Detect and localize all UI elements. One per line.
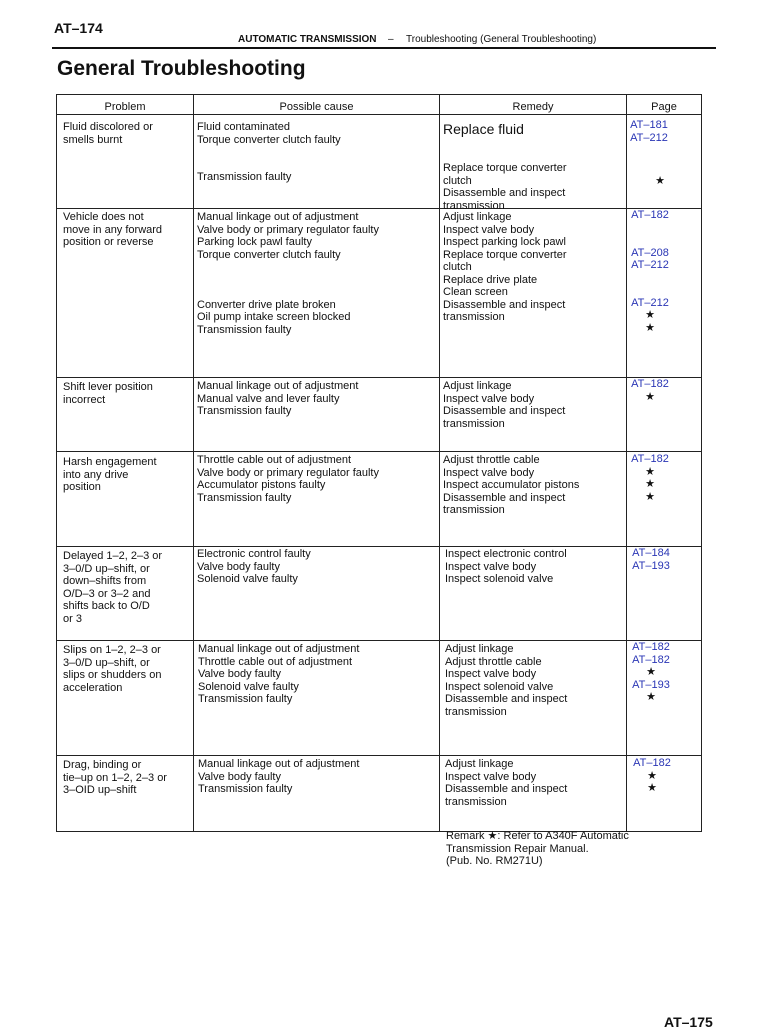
problem-cell: Vehicle does not move in any forward position or reverse <box>63 211 163 248</box>
problem-cell: Delayed 1–2, 2–3 or 3–0/D up–shift, or down–shifts from O/D–3 or 3–2 and shifts back to O/D or 3 <box>63 550 163 625</box>
page-cell <box>624 757 680 795</box>
cause-cell: Manual linkage out of adjustment Valve body faulty Transmission faulty <box>198 758 360 795</box>
page-link[interactable]: AT–193 <box>632 559 670 572</box>
remark-note: Remark ★: Refer to A340F Automatic Transmission Repair Manual. (Pub. No. RM271U) <box>446 830 629 867</box>
star-icon: ★ <box>645 490 655 503</box>
star-icon: ★ <box>655 175 665 187</box>
page-link[interactable]: AT–182 <box>631 378 669 390</box>
page-cell <box>622 378 678 403</box>
troubleshooting-table <box>56 94 702 832</box>
remedy-cell: Adjust linkage Adjust throttle cable Inspect valve body Inspect solenoid valve Disassemble and inspect transmission <box>445 643 568 718</box>
cause-cell: Fluid contaminated Torque converter clutch faulty Transmission faulty <box>197 121 341 183</box>
star-icon: ★ <box>647 769 657 782</box>
page-link[interactable]: AT–208 <box>631 246 669 259</box>
row-divider <box>57 451 701 452</box>
page-title: General Troubleshooting <box>57 57 306 80</box>
remedy-cell: Inspect electronic control Inspect valve body Inspect solenoid valve <box>445 548 567 585</box>
column-divider <box>193 95 194 831</box>
row-divider <box>57 546 701 547</box>
row-divider <box>57 755 701 756</box>
page-link[interactable]: AT–193 <box>632 678 670 691</box>
page-link[interactable]: AT–212 <box>631 259 669 271</box>
problem-cell: Harsh engagement into any drive position <box>63 456 157 493</box>
remedy-cell: Adjust linkage Inspect valve body Disassemble and inspect transmission <box>443 380 566 430</box>
star-icon: ★ <box>647 782 657 794</box>
cause-cell: Electronic control faulty Valve body faulty Solenoid valve faulty <box>197 548 311 585</box>
cause-cell: Manual linkage out of adjustment Valve body or primary regulator faulty Parking lock pawl faulty Torque converter clutch faulty Converter drive plate broken Oil pump intake screen blocked Transmission faulty <box>197 211 379 336</box>
remedy-cell: Replace fluid Replace torque converter clutch Disassemble and inspect transmission <box>443 121 567 212</box>
cause-cell: Manual linkage out of adjustment Throttle cable out of adjustment Valve body faulty Solenoid valve faulty Transmission faulty <box>198 643 360 705</box>
star-icon: ★ <box>646 691 656 703</box>
page-cell <box>621 119 677 188</box>
page-link[interactable]: AT–181 <box>630 119 668 131</box>
page-link[interactable]: AT–182 <box>631 453 669 465</box>
page-cell <box>622 453 678 503</box>
problem-cell: Drag, binding or tie–up on 1–2, 2–3 or 3–OID up–shift <box>63 759 167 796</box>
star-icon: ★ <box>645 478 655 490</box>
row-divider <box>57 208 701 209</box>
problem-cell: Slips on 1–2, 2–3 or 3–0/D up–shift, or slips or shudders on acceleration <box>63 644 162 694</box>
page-number-bottom: AT–175 <box>664 1014 713 1030</box>
header-rule <box>52 47 716 49</box>
page-link[interactable]: AT–212 <box>630 131 668 144</box>
cause-cell: Manual linkage out of adjustment Manual valve and lever faulty Transmission faulty <box>197 380 359 417</box>
col-header-remedy: Remedy <box>512 101 554 113</box>
header-subsection: Troubleshooting (General Troubleshooting) <box>406 34 597 45</box>
remedy-cell: Adjust linkage Inspect valve body Inspect parking lock pawl Replace torque converter clutch Replace drive plate Clean screen Disassemble and inspect transmission <box>443 211 567 323</box>
col-header-page: Page <box>651 101 677 113</box>
star-icon: ★ <box>645 321 655 334</box>
row-divider <box>57 377 701 378</box>
col-header-problem: Problem <box>104 101 146 113</box>
page-cell <box>623 547 679 572</box>
star-icon: ★ <box>646 666 656 678</box>
page-link[interactable]: AT–212 <box>631 296 669 309</box>
page-cell <box>623 641 679 704</box>
star-icon: ★ <box>645 309 655 321</box>
remedy-cell: Adjust linkage Inspect valve body Disassemble and inspect transmission <box>445 758 568 808</box>
col-header-cause: Possible cause <box>279 101 354 113</box>
header-section: AUTOMATIC TRANSMISSION <box>238 34 377 45</box>
page-link[interactable]: AT–182 <box>632 641 670 653</box>
cause-cell: Throttle cable out of adjustment Valve body or primary regulator faulty Accumulator pistons faulty Transmission faulty <box>197 454 379 504</box>
page-link[interactable]: AT–182 <box>631 209 669 221</box>
page-number-top: AT–174 <box>54 20 103 36</box>
star-icon: ★ <box>645 390 655 403</box>
page-link[interactable]: AT–182 <box>633 757 671 769</box>
problem-cell: Shift lever position incorrect <box>63 381 153 406</box>
problem-cell: Fluid discolored or smells burnt <box>63 121 153 146</box>
page-link[interactable]: AT–182 <box>632 653 670 666</box>
header-dash: – <box>388 34 394 45</box>
row-divider <box>57 640 701 641</box>
remedy-cell: Adjust throttle cable Inspect valve body Inspect accumulator pistons Disassemble and inspect transmission <box>443 454 580 516</box>
star-icon: ★ <box>645 465 655 478</box>
row-divider <box>57 114 701 115</box>
page-cell <box>622 209 678 334</box>
column-divider <box>439 95 440 831</box>
page-link[interactable]: AT–184 <box>632 547 670 559</box>
